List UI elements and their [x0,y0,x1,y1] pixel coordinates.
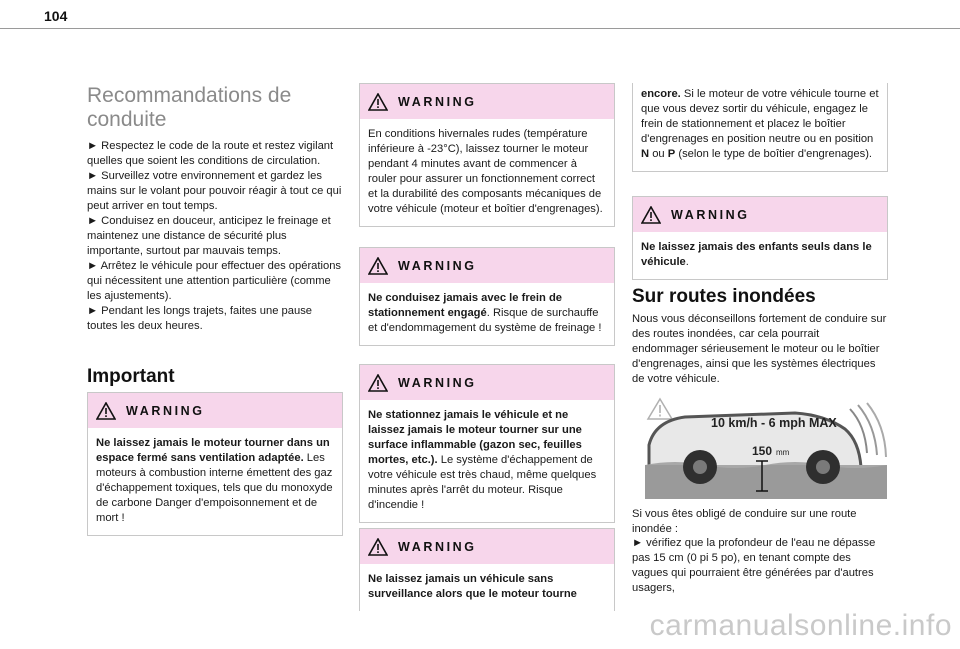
warning-text: encore. Si le moteur de votre véhicule tourne et que vous devez sortir du véhicule, engagez le frein de stationnement et placez le boîtier d'engrenages en position neutre ou en position N ou P (selon le type de boîtier d'engrenages). [641,88,879,160]
list-item: ► Arrêtez le véhicule pour effectuer des opérations qui nécessitent une attention particulière (comme les ajustements). [87,260,342,302]
warning-header [360,248,614,283]
warning-label: WARNING [671,207,750,222]
warning-triangle-icon [96,402,116,420]
warning-text: En conditions hivernales rudes (température inférieure à -23°C), laissez tourner le moteur pendant 4 minutes avant de commencer à rouler pour assurer un fonctionnement correct et la durabilité des composants mécaniques de votre véhicule (moteur et boîtier d'engrenages). [368,128,603,215]
warning-box [359,247,615,346]
list-item: ► Conduisez en douceur, anticipez le freinage et maintenez une distance de sécurité plus importante, surtout par mauvais temps. [87,215,331,257]
section-title-flooded-roads: Sur routes inondées [632,286,816,307]
section-title-important: Important [87,366,175,387]
warning-triangle-icon [368,257,388,275]
warning-box [359,83,615,227]
warning-triangle-icon [641,206,661,224]
warning-box-continued [632,83,888,172]
warning-box [359,528,615,611]
watermark: carmanualsonline.info [649,609,952,642]
recommendations-list [87,139,343,334]
warning-header [360,529,614,564]
page-number: 104 [44,8,68,24]
list-item: ► vérifiez que la profondeur de l'eau ne dépasse pas 15 cm (0 pi 5 po), en tenant compte des vagues qui pourraient être générées par d'autres usagers, [632,537,876,594]
warning-label: WARNING [398,375,477,390]
warning-header [360,365,614,400]
depth-unit-label: mm [776,448,790,457]
warning-label: WARNING [398,539,477,554]
front-wheel [683,450,717,484]
list-item: ► Respectez le code de la route et restez vigilant quelles que soient les conditions de circulation. [87,140,334,167]
flood-paragraph: Nous vous déconseillons fortement de conduire sur des routes inondées, car cela pourrait endommager sérieusement le moteur ou le boîtier d'engrenages, ainsi que les systèmes électriques de votre véhicule. [632,313,887,385]
warning-text: Ne stationnez jamais le véhicule et ne laissez jamais le moteur tourner sur une surface inflammable (gazon sec, feuilles mortes, etc.). Le système d'échappement de votre véhicule est très chaud, même quelques minutes après l'arrêt du moteur. Risque d'incendie ! [368,409,597,511]
warning-triangle-icon [368,93,388,111]
warning-text: Ne conduisez jamais avec le frein de stationnement engagé. Risque de surchauffe et d'endommagement du système de freinage ! [368,292,602,334]
water-area [645,465,887,499]
warning-label: WARNING [398,94,477,109]
flood-paragraph-2: Si vous êtes obligé de conduire sur une route inondée : [632,508,857,535]
warning-box [632,196,888,280]
flooded-road-illustration [645,395,887,499]
warning-header [633,197,887,232]
warning-text: Ne laissez jamais un véhicule sans surveillance alors que le moteur tourne [368,573,577,600]
warning-triangle-icon [368,374,388,392]
warning-label: WARNING [398,258,477,273]
warning-box [87,392,343,536]
depth-value-label: 150 [752,444,773,458]
list-item: ► Surveillez votre environnement et gardez les mains sur le volant pour pouvoir réagir à tout ce qui peut arriver en tout temps. [87,170,342,212]
list-item: ► Pendant les longs trajets, faites une pause toutes les deux heures. [87,305,313,332]
warning-header [360,84,614,119]
warning-box [359,364,615,523]
section-title-recommandations: Recommandations de conduite [87,84,292,131]
top-divider [0,28,960,29]
speed-limit-label: 10 km/h - 6 mph MAX [711,416,837,430]
rear-wheel [806,450,840,484]
warning-header [88,393,342,428]
warning-triangle-icon [368,538,388,556]
warning-label: WARNING [126,403,205,418]
warning-text: Ne laissez jamais des enfants seuls dans le véhicule. [641,241,872,268]
warning-text: Ne laissez jamais le moteur tourner dans un espace fermé sans ventilation adaptée. Les moteurs à combustion interne émettent des gaz d'échappement toxiques, tels que du monoxyde de carbone Danger d'empoisonnement et de mort ! [96,437,333,524]
